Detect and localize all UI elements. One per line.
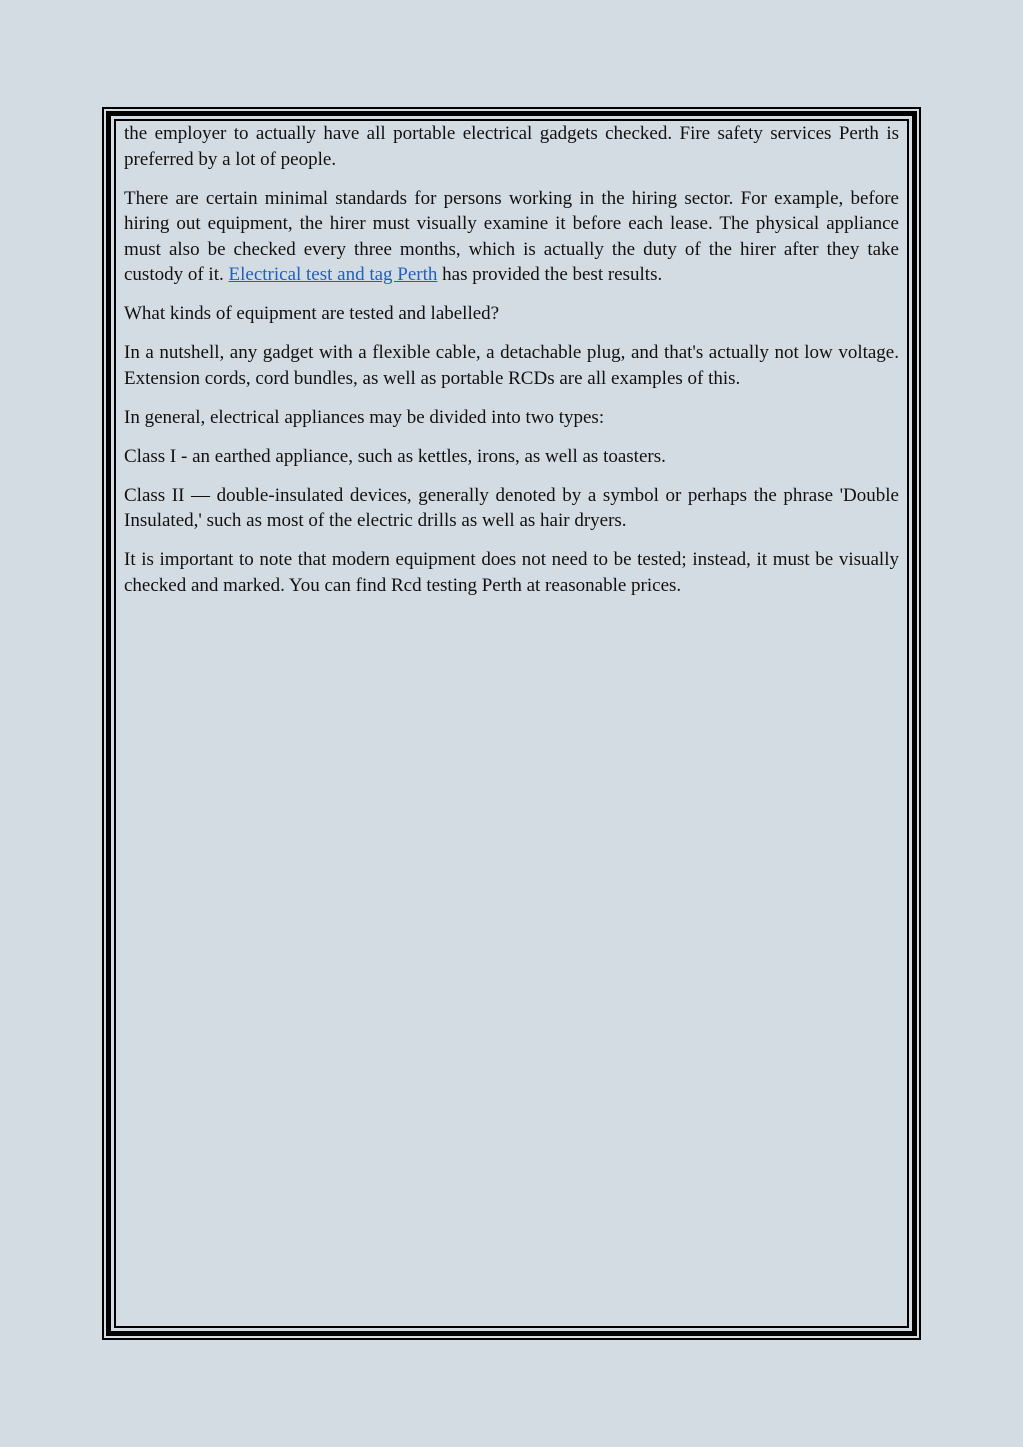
document-body — [124, 121, 899, 612]
paragraph-class-i: Class I - an earthed appliance, such as kettles, irons, as well as toasters. — [124, 445, 666, 467]
paragraph-1: the employer to actually have all portable electrical gadgets checked. Fire safety services Perth is preferred by a lot of people. — [124, 123, 899, 170]
paragraph-2-text-start: There are certain minimal standards for persons working in the hiring sector. For example, before hiring out equipment, the hirer must visually examine it before each lease. The physical appliance must also be checked every three months, which is actually the duty of the hirer after they take custody of it. — [124, 187, 899, 285]
paragraph-8: It is important to note that modern equipment does not need to be tested; instead, it must be visually checked and marked. You can find Rcd testing Perth at reasonable prices. — [124, 549, 899, 596]
paragraph-class-ii: Class II — double-insulated devices, generally denoted by a symbol or perhaps the phrase 'Double Insulated,' such as most of the electric drills as well as hair dryers. — [124, 484, 899, 531]
paragraph-2-text-end: has provided the best results. — [437, 264, 663, 285]
paragraph-4: In a nutshell, any gadget with a flexible cable, a detachable plug, and that's actually not low voltage. Extension cords, cord bundles, as well as portable RCDs are all examples of this. — [124, 342, 899, 389]
electrical-test-tag-link[interactable]: Electrical test and tag Perth — [228, 264, 438, 285]
paragraph-2 — [124, 186, 899, 288]
section-question: What kinds of equipment are tested and labelled? — [124, 303, 500, 324]
paragraph-5: In general, electrical appliances may be divided into two types: — [124, 406, 605, 428]
